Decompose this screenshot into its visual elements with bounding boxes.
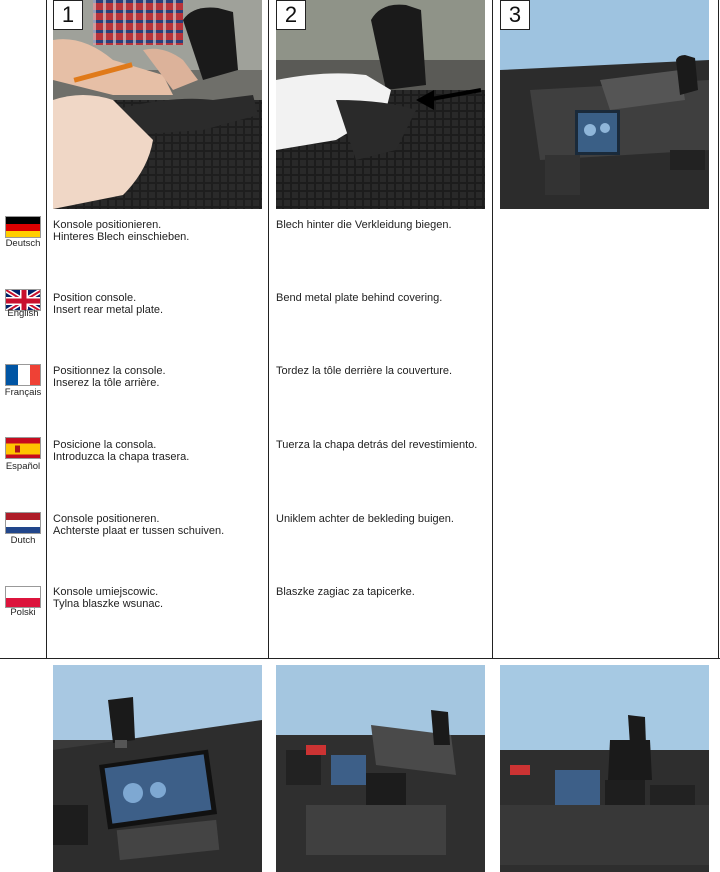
table-bottom-divider bbox=[0, 658, 720, 659]
step-2-text: Blech hinter die Verkleidung biegen. bbox=[276, 219, 452, 231]
language-label: Français bbox=[4, 387, 42, 398]
step-1-text-line-1: Console positioneren. bbox=[53, 513, 160, 525]
step-number: 1 bbox=[53, 0, 83, 30]
step-1-text-line-2: Achterste plaat er tussen schuiven. bbox=[53, 525, 225, 537]
step-1-text-line-2: Hinteres Blech einschieben. bbox=[53, 231, 190, 243]
step-1-text-line-1: Positionnez la console. bbox=[53, 365, 166, 377]
language-label: English bbox=[7, 308, 39, 319]
step-2-text: Bend metal plate behind covering. bbox=[276, 292, 443, 304]
step-2-photo bbox=[276, 0, 485, 209]
german-flag-icon bbox=[5, 216, 41, 238]
step-1-photo bbox=[53, 0, 262, 209]
step-1-text-line-2: Introduzca la chapa trasera. bbox=[53, 451, 190, 463]
column-divider bbox=[492, 0, 493, 658]
step-2-text: Blaszke zagiac za tapicerke. bbox=[276, 586, 415, 598]
column-divider bbox=[46, 0, 47, 658]
step-number: 3 bbox=[500, 0, 530, 30]
polish-flag-icon bbox=[5, 586, 41, 608]
french-flag-icon bbox=[5, 364, 41, 386]
spanish-flag-icon bbox=[5, 437, 41, 459]
result-photo-1 bbox=[53, 665, 262, 872]
step-3-photo bbox=[500, 0, 709, 209]
dutch-flag-icon bbox=[5, 512, 41, 534]
column-divider bbox=[718, 0, 719, 658]
step-2-text: Tordez la tôle derrière la couverture. bbox=[276, 365, 453, 377]
step-1-text-line-2: Tylna blaszke wsunac. bbox=[53, 598, 164, 610]
column-divider bbox=[268, 0, 269, 658]
step-1-text-line-1: Posicione la consola. bbox=[53, 439, 157, 451]
step-1-text-line-1: Position console. bbox=[53, 292, 137, 304]
step-number: 2 bbox=[276, 0, 306, 30]
language-label: Español bbox=[5, 461, 41, 472]
step-2-text: Tuerza la chapa detrás del revestimiento. bbox=[276, 439, 478, 451]
step-1-text-line-1: Konsole umiejscowic. bbox=[53, 586, 159, 598]
language-label: Polski bbox=[10, 607, 36, 618]
language-label: Deutsch bbox=[5, 238, 41, 249]
result-photo-2 bbox=[276, 665, 485, 872]
language-label: Dutch bbox=[10, 535, 36, 546]
step-2-text: Uniklem achter de bekleding buigen. bbox=[276, 513, 454, 525]
result-photo-3 bbox=[500, 665, 709, 872]
step-1-text-line-2: Insert rear metal plate. bbox=[53, 304, 164, 316]
step-1-text-line-2: Inserez la tôle arrière. bbox=[53, 377, 160, 389]
step-1-text-line-1: Konsole positionieren. bbox=[53, 219, 162, 231]
